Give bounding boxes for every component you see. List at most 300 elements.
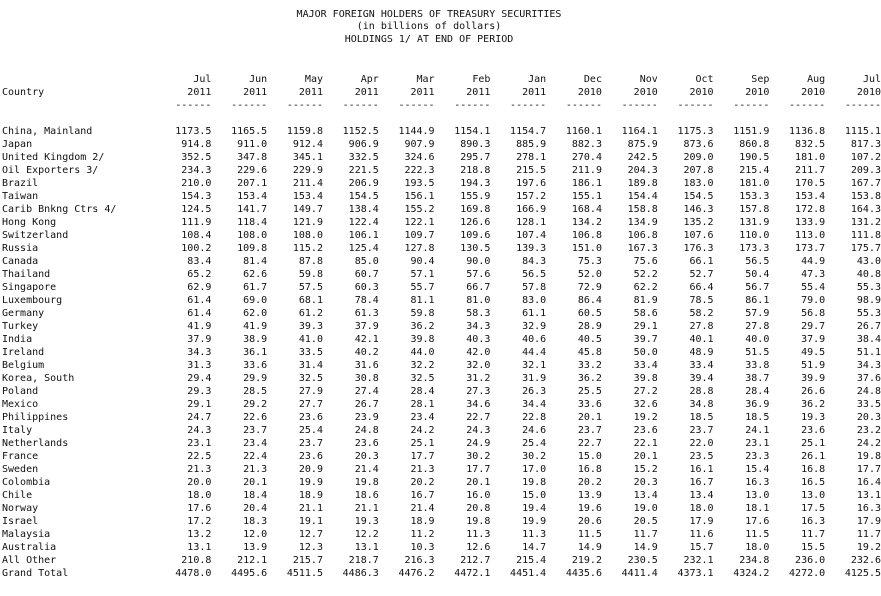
holding-value: 124.5 (181, 204, 212, 215)
holding-value: 176.3 (683, 243, 714, 254)
holding-value: 27.4 (354, 386, 379, 397)
holding-value: 59.8 (410, 308, 435, 319)
holding-value: 207.8 (683, 165, 714, 176)
holding-value: 29.1 (187, 399, 212, 410)
holding-value: 1144.9 (398, 126, 435, 137)
holding-value: 20.8 (466, 503, 491, 514)
column-year: 2010 (577, 87, 602, 98)
holding-value: 28.9 (577, 321, 602, 332)
holding-value: 14.7 (522, 542, 547, 553)
holding-value: 26.7 (354, 399, 379, 410)
holding-value: 17.6 (187, 503, 212, 514)
holding-value: 18.4 (243, 490, 268, 501)
holding-value: 62.2 (633, 282, 658, 293)
holding-value: 11.3 (522, 529, 547, 540)
column-month: Oct (695, 74, 714, 85)
table-row (2, 138, 881, 151)
holding-value: 236.0 (795, 555, 826, 566)
holding-value: 33.4 (689, 360, 714, 371)
holding-value: 18.5 (689, 412, 714, 423)
holding-value: 42.1 (354, 334, 379, 345)
holding-value: 41.0 (298, 334, 323, 345)
holding-value: 173.3 (739, 243, 770, 254)
holding-value: 85.0 (354, 256, 379, 267)
holding-value: 12.6 (466, 542, 491, 553)
column-underline: ------ (286, 100, 323, 111)
holding-value: 26.3 (522, 386, 547, 397)
holding-value: 38.7 (745, 373, 770, 384)
holding-value: 18.0 (745, 542, 770, 553)
holding-value: 13.0 (801, 490, 826, 501)
holding-value: 118.4 (237, 217, 268, 228)
holding-value: 154.5 (683, 191, 714, 202)
holding-value: 20.3 (856, 412, 881, 423)
holding-value: 15.0 (522, 490, 547, 501)
holding-value: 24.7 (187, 412, 212, 423)
holding-value: 141.7 (237, 204, 268, 215)
holding-value: 19.0 (633, 503, 658, 514)
table-row (2, 437, 881, 450)
holding-value: 13.4 (689, 490, 714, 501)
holding-value: 19.9 (522, 516, 547, 527)
holding-value: 44.9 (801, 256, 826, 267)
holding-value: 17.0 (522, 464, 547, 475)
column-month: Mar (416, 74, 435, 85)
table-row (2, 151, 881, 164)
country-name: Colombia (2, 477, 51, 488)
holding-value: 32.5 (298, 373, 323, 384)
holding-value: 79.0 (801, 295, 826, 306)
holding-value: 51.1 (856, 347, 881, 358)
holding-value: 13.0 (745, 490, 770, 501)
holding-value: 212.7 (460, 555, 491, 566)
holding-value: 57.8 (522, 282, 547, 293)
country-name: Australia (2, 542, 57, 553)
holding-value: 55.3 (856, 308, 881, 319)
country-name: Hong Kong (2, 217, 57, 228)
table-row (2, 229, 881, 242)
holding-value: 13.1 (354, 542, 379, 553)
holding-value: 21.3 (187, 464, 212, 475)
holding-value: 4478.0 (175, 568, 212, 579)
holding-value: 111.9 (181, 217, 212, 228)
holding-value: 24.6 (522, 425, 547, 436)
holding-value: 1136.8 (789, 126, 826, 137)
holding-value: 912.4 (292, 139, 323, 150)
holding-value: 189.8 (627, 178, 658, 189)
holding-value: 4272.0 (789, 568, 826, 579)
holding-value: 52.0 (577, 269, 602, 280)
holding-value: 16.4 (856, 477, 881, 488)
holding-value: 62.0 (243, 308, 268, 319)
column-year: 2011 (410, 87, 435, 98)
holding-value: 39.9 (801, 373, 826, 384)
holding-value: 39.4 (689, 373, 714, 384)
holding-value: 29.3 (187, 386, 212, 397)
holding-value: 234.8 (739, 555, 770, 566)
holding-value: 215.7 (292, 555, 323, 566)
table-row (2, 398, 881, 411)
holding-value: 21.3 (243, 464, 268, 475)
holding-value: 230.5 (627, 555, 658, 566)
holding-value: 31.3 (187, 360, 212, 371)
column-underline: ------ (789, 100, 826, 111)
holding-value: 11.7 (633, 529, 658, 540)
holding-value: 40.6 (522, 334, 547, 345)
holding-value: 12.0 (243, 529, 268, 540)
holding-value: 157.8 (739, 204, 770, 215)
column-underline: ------ (175, 100, 212, 111)
country-name: France (2, 451, 39, 462)
holding-value: 27.8 (745, 321, 770, 332)
holding-value: 98.9 (856, 295, 881, 306)
holding-value: 20.0 (187, 477, 212, 488)
holding-value: 59.8 (298, 269, 323, 280)
holding-value: 14.9 (577, 542, 602, 553)
holding-value: 4486.3 (342, 568, 379, 579)
holding-value: 23.9 (354, 412, 379, 423)
holding-value: 4324.2 (733, 568, 770, 579)
holding-value: 32.0 (466, 360, 491, 371)
holding-value: 1164.1 (621, 126, 658, 137)
holding-value: 210.8 (181, 555, 212, 566)
table-row (2, 203, 881, 216)
holding-value: 19.8 (856, 451, 881, 462)
country-name: Turkey (2, 321, 39, 332)
holding-value: 1154.1 (454, 126, 491, 137)
holding-value: 23.7 (577, 425, 602, 436)
holding-value: 16.0 (466, 490, 491, 501)
holding-value: 193.5 (404, 178, 435, 189)
holding-value: 107.6 (683, 230, 714, 241)
holding-value: 83.0 (522, 295, 547, 306)
column-underline: ------ (454, 100, 491, 111)
column-year: 2010 (856, 87, 881, 98)
holding-value: 37.9 (801, 334, 826, 345)
country-name: Japan (2, 139, 33, 150)
holding-value: 22.8 (522, 412, 547, 423)
holding-value: 81.9 (633, 295, 658, 306)
column-underline: ------ (844, 100, 881, 111)
holding-value: 40.2 (354, 347, 379, 358)
column-month: Nov (639, 74, 658, 85)
holding-value: 16.8 (577, 464, 602, 475)
holding-value: 832.5 (795, 139, 826, 150)
country-name: Luxembourg (2, 295, 63, 306)
holding-value: 36.2 (410, 321, 435, 332)
holding-value: 295.7 (460, 152, 491, 163)
holding-value: 75.3 (577, 256, 602, 267)
holding-value: 31.9 (522, 373, 547, 384)
holding-value: 69.0 (243, 295, 268, 306)
holding-value: 242.5 (627, 152, 658, 163)
holding-value: 26.7 (856, 321, 881, 332)
holding-value: 58.6 (633, 308, 658, 319)
holding-value: 134.9 (627, 217, 658, 228)
holding-value: 131.2 (850, 217, 881, 228)
holding-value: 24.8 (354, 425, 379, 436)
column-month: Aug (807, 74, 826, 85)
holding-value: 66.4 (689, 282, 714, 293)
country-name: India (2, 334, 33, 345)
holding-value: 13.1 (856, 490, 881, 501)
table-row (2, 177, 881, 190)
holding-value: 16.7 (689, 477, 714, 488)
holding-value: 122.1 (404, 217, 435, 228)
holding-value: 55.7 (410, 282, 435, 293)
holding-value: 215.4 (516, 555, 547, 566)
country-name: Italy (2, 425, 33, 436)
column-year: 2011 (243, 87, 268, 98)
holding-value: 22.4 (243, 451, 268, 462)
holding-value: 20.1 (577, 412, 602, 423)
column-month: Sep (751, 74, 770, 85)
holding-value: 61.3 (354, 308, 379, 319)
table-row (2, 242, 881, 255)
holding-value: 207.1 (237, 178, 268, 189)
holding-value: 28.8 (689, 386, 714, 397)
holding-value: 48.9 (689, 347, 714, 358)
holding-value: 34.6 (466, 399, 491, 410)
holding-value: 25.4 (298, 425, 323, 436)
holding-value: 181.0 (795, 152, 826, 163)
holding-value: 41.9 (243, 321, 268, 332)
holding-value: 39.8 (410, 334, 435, 345)
holding-value: 17.5 (801, 503, 826, 514)
holding-value: 57.1 (410, 269, 435, 280)
column-underline: ------ (733, 100, 770, 111)
holding-value: 56.7 (745, 282, 770, 293)
holding-value: 18.6 (354, 490, 379, 501)
holding-value: 14.9 (633, 542, 658, 553)
report-units: (in billions of dollars) (356, 21, 502, 32)
holding-value: 19.6 (577, 503, 602, 514)
holding-value: 25.4 (522, 438, 547, 449)
holding-value: 186.1 (571, 178, 602, 189)
holding-value: 16.5 (801, 477, 826, 488)
holding-value: 109.6 (460, 230, 491, 241)
holding-value: 29.7 (801, 321, 826, 332)
country-name: Israel (2, 516, 39, 527)
country-name: Poland (2, 386, 39, 397)
holding-value: 33.5 (298, 347, 323, 358)
holding-value: 21.1 (298, 503, 323, 514)
holding-value: 24.3 (466, 425, 491, 436)
table-row (2, 333, 881, 346)
holding-value: 17.2 (187, 516, 212, 527)
holding-value: 15.7 (689, 542, 714, 553)
holding-value: 146.3 (683, 204, 714, 215)
table-row (2, 125, 881, 138)
country-name: Carib Bnkng Ctrs 4/ (2, 204, 117, 215)
holding-value: 30.2 (522, 451, 547, 462)
column-year: 2011 (298, 87, 323, 98)
holding-value: 20.9 (298, 464, 323, 475)
table-row (2, 528, 881, 541)
holding-value: 61.4 (187, 295, 212, 306)
holding-value: 21.4 (354, 464, 379, 475)
holding-value: 33.5 (856, 399, 881, 410)
holding-value: 18.5 (745, 412, 770, 423)
table-row (2, 307, 881, 320)
holding-value: 229.6 (237, 165, 268, 176)
holding-value: 19.3 (801, 412, 826, 423)
country-name: Mexico (2, 399, 39, 410)
column-month: Jul (862, 74, 881, 85)
table-row (2, 489, 881, 502)
holding-value: 30.2 (466, 451, 491, 462)
table-row (2, 268, 881, 281)
holding-value: 221.5 (348, 165, 379, 176)
holding-value: 153.4 (237, 191, 268, 202)
column-year: 2011 (522, 87, 547, 98)
holding-value: 211.4 (292, 178, 323, 189)
holding-value: 37.9 (354, 321, 379, 332)
holding-value: 170.5 (795, 178, 826, 189)
column-year: 2010 (633, 87, 658, 98)
holding-value: 83.4 (187, 256, 212, 267)
holding-value: 138.4 (348, 204, 379, 215)
holding-value: 87.8 (298, 256, 323, 267)
holding-value: 30.8 (354, 373, 379, 384)
country-name: Thailand (2, 269, 51, 280)
holding-value: 17.9 (856, 516, 881, 527)
holding-value: 215.4 (739, 165, 770, 176)
holding-value: 23.1 (745, 438, 770, 449)
holding-value: 28.4 (410, 386, 435, 397)
holding-value: 28.4 (745, 386, 770, 397)
country-name: China, Mainland (2, 126, 93, 137)
holding-value: 61.2 (298, 308, 323, 319)
holding-value: 109.8 (237, 243, 268, 254)
holding-value: 60.7 (354, 269, 379, 280)
holding-value: 121.9 (292, 217, 323, 228)
holding-value: 20.5 (633, 516, 658, 527)
country-name: All Other (2, 555, 57, 566)
holding-value: 16.3 (745, 477, 770, 488)
holding-value: 22.6 (243, 412, 268, 423)
column-year: 2010 (689, 87, 714, 98)
holding-value: 39.7 (633, 334, 658, 345)
table-row (2, 450, 881, 463)
holding-value: 60.5 (577, 308, 602, 319)
holding-value: 20.4 (243, 503, 268, 514)
holding-value: 24.3 (187, 425, 212, 436)
holding-value: 19.1 (298, 516, 323, 527)
holding-value: 860.8 (739, 139, 770, 150)
holding-value: 20.2 (410, 477, 435, 488)
holding-value: 11.2 (410, 529, 435, 540)
holding-value: 20.1 (466, 477, 491, 488)
holding-value: 817.3 (850, 139, 881, 150)
holding-value: 22.1 (633, 438, 658, 449)
holding-value: 172.8 (795, 204, 826, 215)
holding-value: 875.9 (627, 139, 658, 150)
holding-value: 113.0 (795, 230, 826, 241)
holding-value: 33.8 (745, 360, 770, 371)
holding-value: 109.7 (404, 230, 435, 241)
holding-value: 175.7 (850, 243, 881, 254)
table-row (2, 463, 881, 476)
holding-value: 42.0 (466, 347, 491, 358)
holding-value: 55.3 (856, 282, 881, 293)
holding-value: 234.3 (181, 165, 212, 176)
holding-value: 19.4 (522, 503, 547, 514)
table-row (2, 411, 881, 424)
holding-value: 155.1 (571, 191, 602, 202)
holding-value: 12.2 (354, 529, 379, 540)
holding-value: 23.7 (298, 438, 323, 449)
holding-value: 58.3 (466, 308, 491, 319)
holding-value: 18.9 (410, 516, 435, 527)
holding-value: 204.3 (627, 165, 658, 176)
holding-value: 22.0 (689, 438, 714, 449)
holding-value: 133.9 (795, 217, 826, 228)
holding-value: 11.7 (856, 529, 881, 540)
holding-value: 347.8 (237, 152, 268, 163)
holding-value: 17.6 (745, 516, 770, 527)
holding-value: 32.5 (410, 373, 435, 384)
holding-value: 23.4 (410, 412, 435, 423)
country-name: Chile (2, 490, 33, 501)
holding-value: 4411.4 (621, 568, 658, 579)
holding-value: 50.4 (745, 269, 770, 280)
report-title: MAJOR FOREIGN HOLDERS OF TREASURY SECURITIES (296, 9, 562, 20)
holding-value: 216.3 (404, 555, 435, 566)
holding-value: 181.0 (739, 178, 770, 189)
holding-value: 19.3 (354, 516, 379, 527)
holding-value: 914.8 (181, 139, 212, 150)
holding-value: 209.0 (683, 152, 714, 163)
holding-value: 26.6 (801, 386, 826, 397)
holding-value: 44.0 (410, 347, 435, 358)
holding-value: 81.1 (410, 295, 435, 306)
holding-value: 4451.4 (510, 568, 547, 579)
country-name: Netherlands (2, 438, 69, 449)
holding-value: 33.6 (243, 360, 268, 371)
table-row (2, 476, 881, 489)
holding-value: 25.1 (801, 438, 826, 449)
holding-value: 19.2 (633, 412, 658, 423)
holding-value: 219.2 (571, 555, 602, 566)
holding-value: 72.9 (577, 282, 602, 293)
country-name: Malaysia (2, 529, 51, 540)
holding-value: 23.6 (298, 412, 323, 423)
holding-value: 23.3 (745, 451, 770, 462)
holding-value: 68.1 (298, 295, 323, 306)
holding-value: 134.2 (571, 217, 602, 228)
holding-value: 190.5 (739, 152, 770, 163)
holding-value: 23.6 (801, 425, 826, 436)
country-name: Brazil (2, 178, 39, 189)
holding-value: 4476.2 (398, 568, 435, 579)
country-name: Grand Total (2, 568, 69, 579)
holding-value: 40.5 (577, 334, 602, 345)
holding-value: 1115.1 (844, 126, 881, 137)
holding-value: 25.5 (577, 386, 602, 397)
holding-value: 12.7 (298, 529, 323, 540)
holding-value: 61.4 (187, 308, 212, 319)
holding-value: 86.4 (577, 295, 602, 306)
holding-value: 78.4 (354, 295, 379, 306)
table-row (2, 164, 881, 177)
holding-value: 210.0 (181, 178, 212, 189)
holding-value: 61.7 (243, 282, 268, 293)
holding-value: 352.5 (181, 152, 212, 163)
holdings-table-body (2, 125, 881, 580)
holding-value: 166.9 (516, 204, 547, 215)
holding-value: 16.3 (856, 503, 881, 514)
